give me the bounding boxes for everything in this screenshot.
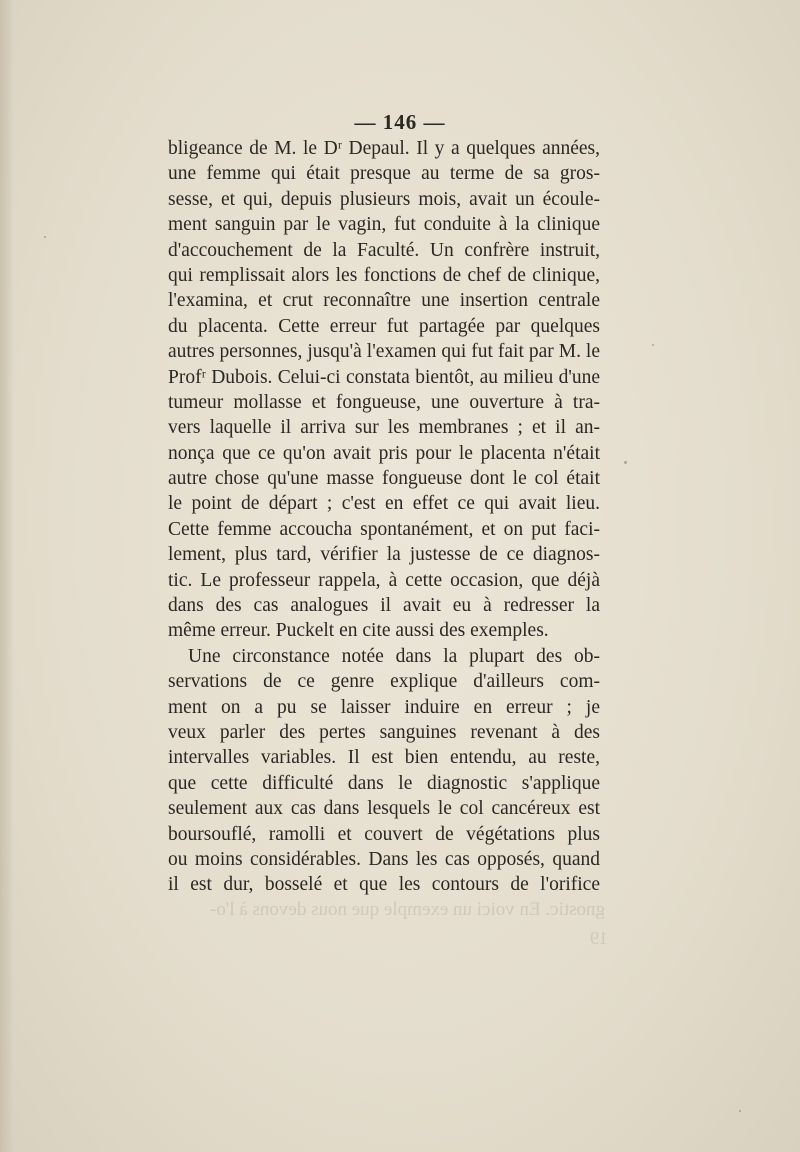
text-line: ment sanguin par le vagin, fut conduite à la clinique xyxy=(168,214,600,236)
text-line: du placenta. Cette erreur fut partagée par quelques xyxy=(168,315,600,337)
text-line: le point de départ ; c'est en effet ce qui avait lieu. xyxy=(168,493,600,515)
text-line: une femme qui était presque au terme de sa gros- xyxy=(168,163,600,185)
text-line: nonça que ce qu'on avait pris pour le placenta n'était xyxy=(168,442,600,464)
text-line: intervalles variables. Il est bien entendu, au reste, xyxy=(168,747,600,769)
text-line: vers laquelle il arriva sur les membranes ; et il an- xyxy=(168,417,600,439)
text-line: bligeance de M. le Dʳ Depaul. Il y a quelques années, xyxy=(168,138,600,159)
text-line: sesse, et qui, depuis plusieurs mois, avait un écoule- xyxy=(168,188,600,210)
text-line: autre chose qu'une masse fongueuse dont le col était xyxy=(168,468,600,490)
text-line: lement, plus tard, vérifier la justesse de ce diagnos- xyxy=(168,544,600,566)
text-line: seulement aux cas dans lesquels le col cancéreux est xyxy=(168,798,600,820)
text-line: ou moins considérables. Dans les cas opposés, quand xyxy=(168,848,600,870)
body-text xyxy=(168,136,600,898)
text-line: Une circonstance notée dans la plupart des ob- xyxy=(188,645,600,667)
text-line: l'examina, et crut reconnaître une insertion centrale xyxy=(168,290,600,312)
text-line: dans des cas analogues il avait eu à redresser la xyxy=(168,595,600,617)
page-gutter-shadow xyxy=(0,0,14,1152)
text-line: ment on a pu se laisser induire en erreur ; je xyxy=(168,696,600,718)
paper-speck xyxy=(652,344,654,346)
text-line: veux parler des pertes sanguines revenant à des xyxy=(168,721,600,743)
paper-speck xyxy=(44,236,46,238)
text-line: Cette femme accoucha spontanément, et on put faci- xyxy=(168,518,600,540)
text-line: Profʳ Dubois. Celui-ci constata bientôt, au milieu d'une xyxy=(168,366,600,388)
paper-speck xyxy=(739,1110,741,1112)
paper-speck xyxy=(624,461,627,464)
text-line: autres personnes, jusqu'à l'examen qui fut fait par M. le xyxy=(168,341,600,363)
text-line: qui remplissait alors les fonctions de chef de clinique, xyxy=(168,264,600,286)
text-line: boursouflé, ramolli et couvert de végétations plus xyxy=(168,823,600,845)
text-line: même erreur. Puckelt en cite aussi des exemples. xyxy=(168,620,549,642)
text-line: d'accouchement de la Faculté. Un confrère instruit, xyxy=(168,239,600,261)
text-line: servations de ce genre explique d'ailleurs com- xyxy=(168,671,600,693)
page-number: — 146 — xyxy=(354,110,446,134)
text-line: que cette difficulté dans le diagnostic s'applique xyxy=(168,772,600,794)
text-line: tumeur mollasse et fongueuse, une ouverture à tra- xyxy=(168,391,600,413)
text-line: il est dur, bosselé et que les contours de l'orifice xyxy=(168,874,600,896)
bleed-through-text: gnostic. En voici un exemple que nous devons à l'o- xyxy=(210,899,605,920)
bleed-through-signature: 19 xyxy=(590,928,608,948)
text-line: tic. Le professeur rappela, à cette occasion, que déjà xyxy=(168,569,600,591)
